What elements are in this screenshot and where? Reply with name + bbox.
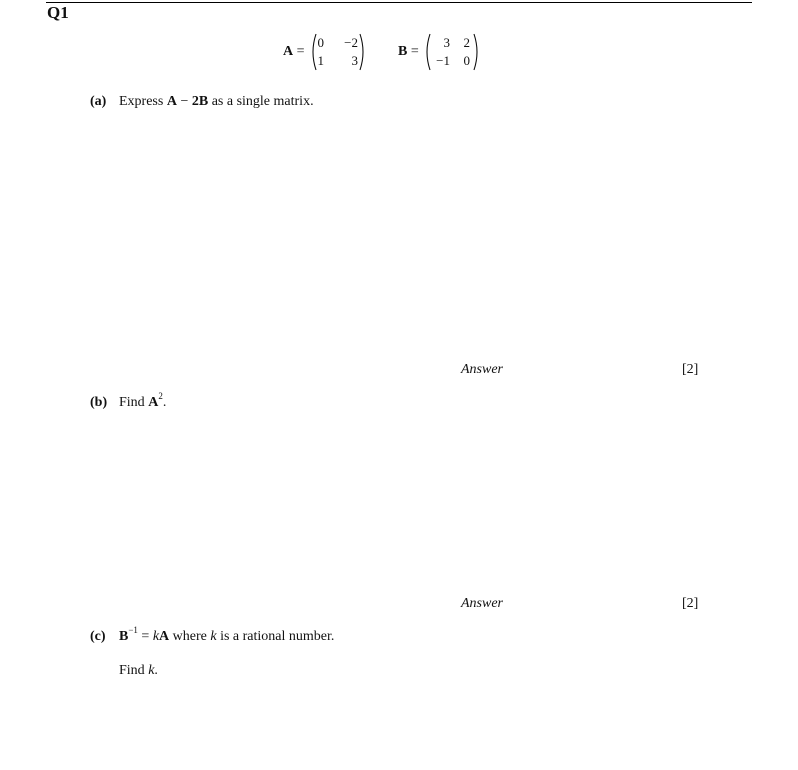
part-a-label: (a) bbox=[90, 94, 107, 109]
part-a-minus: − bbox=[176, 94, 192, 109]
top-rule bbox=[46, 2, 752, 3]
part-c-k-variable: k bbox=[152, 629, 160, 644]
part-b-question bbox=[119, 391, 167, 411]
part-b-exponent: 2 bbox=[158, 391, 163, 402]
part-c-label: (c) bbox=[90, 629, 106, 644]
part-b-text-end: . bbox=[162, 395, 167, 410]
matrix-b-equals: = bbox=[410, 44, 419, 59]
part-b-text: Find bbox=[119, 395, 149, 410]
part-a-marks: [2] bbox=[682, 362, 699, 377]
matrix-b-cell: 0 bbox=[463, 53, 470, 68]
part-b-marks: [2] bbox=[682, 596, 699, 611]
part-c-find: Find bbox=[119, 663, 149, 678]
matrix-a bbox=[310, 33, 366, 71]
part-b-answer-label: Answer bbox=[461, 596, 503, 611]
matrix-b-label bbox=[398, 44, 419, 60]
part-c-instruction bbox=[119, 663, 158, 679]
part-a-matrix-2b: 2B bbox=[191, 94, 209, 109]
matrix-b-name: B bbox=[398, 44, 408, 59]
part-c-text-end: is a rational number. bbox=[216, 629, 335, 644]
part-c-matrix-b: B bbox=[119, 629, 129, 644]
part-c-equals: = bbox=[137, 629, 153, 644]
matrix-a-cell: 1 bbox=[317, 53, 324, 68]
matrix-a-label bbox=[283, 44, 305, 60]
part-a-matrix-a: A bbox=[166, 94, 177, 109]
part-b-label: (b) bbox=[90, 395, 108, 410]
part-c-matrix-a: A bbox=[159, 629, 170, 644]
matrix-a-equals: = bbox=[296, 44, 305, 59]
question-number: Q1 bbox=[47, 3, 69, 22]
part-a-text-end: as a single matrix. bbox=[208, 94, 314, 109]
matrix-a-cell: 0 bbox=[317, 35, 324, 50]
part-c-inverse-exponent: −1 bbox=[128, 625, 138, 636]
matrix-a-cell: 3 bbox=[351, 53, 358, 68]
part-a-text: Express bbox=[119, 94, 167, 109]
part-a-answer-label: Answer bbox=[461, 362, 503, 377]
matrix-b bbox=[424, 33, 480, 71]
part-c-period: . bbox=[154, 663, 158, 678]
part-a-question bbox=[119, 94, 314, 110]
matrix-a-name: A bbox=[283, 44, 294, 59]
matrix-a-cell: −2 bbox=[344, 35, 358, 50]
part-c-question bbox=[119, 625, 335, 645]
part-c-k-variable: k bbox=[148, 663, 155, 678]
part-c-k-variable: k bbox=[210, 629, 217, 644]
matrix-b-cell: −1 bbox=[436, 53, 450, 68]
part-c-text: where bbox=[169, 629, 211, 644]
part-b-matrix-a: A bbox=[148, 395, 159, 410]
matrix-b-cell: 3 bbox=[443, 35, 450, 50]
matrix-b-cell: 2 bbox=[463, 35, 470, 50]
